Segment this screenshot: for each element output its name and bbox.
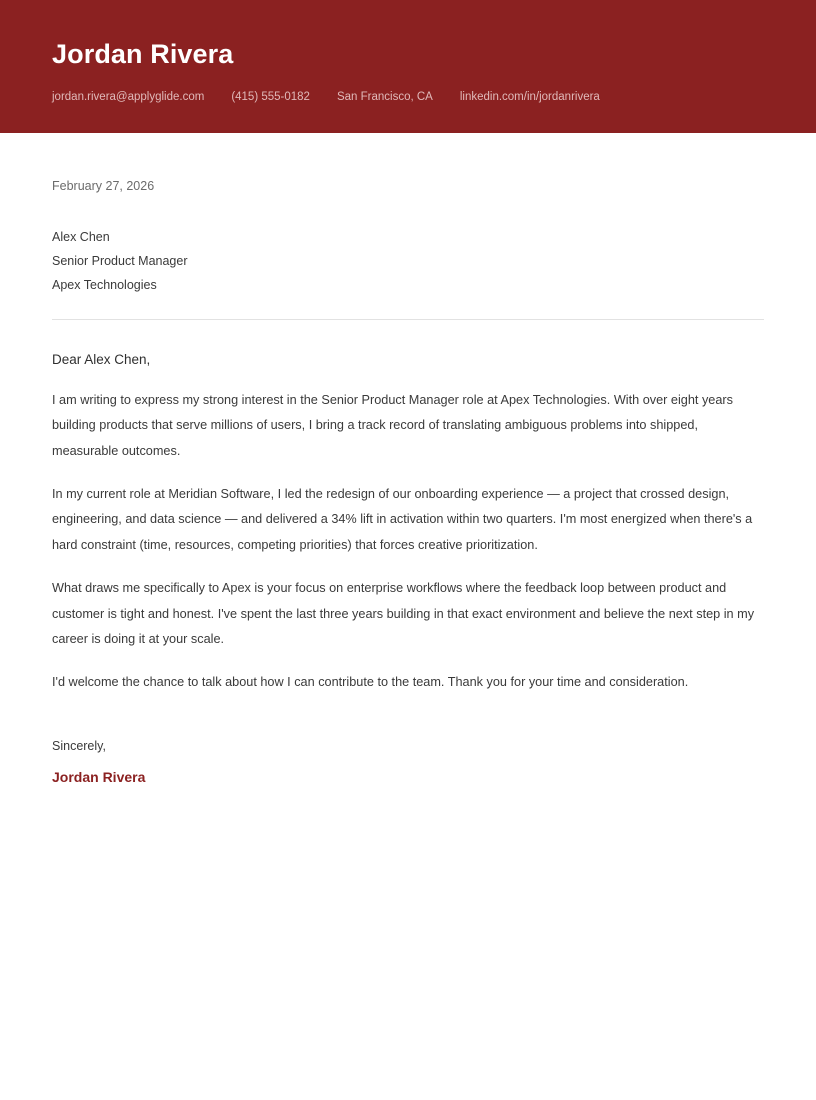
contact-line	[52, 90, 764, 105]
body-paragraph: I'd welcome the chance to talk about how I can contribute to the team. Thank you for your time and consideration.	[52, 675, 689, 690]
recipient-company: Apex Technologies	[52, 277, 157, 292]
contact-email[interactable]: jordan.rivera@applyglide.com	[52, 91, 205, 104]
recipient-name: Alex Chen	[52, 229, 110, 244]
body-paragraph: What draws me specifically to Apex is your focus on enterprise workflows where the feedback loop between product and customer is tight and honest. I've spent the last three years building in that exact environment and believe the next step in my career is doing it at your scale.	[52, 581, 755, 646]
letter-header	[0, 0, 816, 133]
contact-linkedin[interactable]: linkedin.com/in/jordanrivera	[459, 91, 600, 104]
contact-phone[interactable]: (415) 555-0182	[231, 91, 310, 104]
letter-body	[0, 133, 816, 788]
body-paragraph: In my current role at Meridian Software, I led the redesign of our onboarding experience — a project that crossed design, engineering, and data science — and delivered a 34% lift in activation within two quarters. I'm most energized when there's a hard constraint (time, resources, competing priorities) that forces creative prioritization.	[52, 486, 753, 552]
recipient-title: Senior Product Manager	[52, 253, 188, 268]
salutation: Dear Alex Chen,	[52, 351, 151, 367]
letter-date: February 27, 2026	[52, 179, 155, 193]
closing-block	[52, 736, 764, 788]
contact-location: San Francisco, CA	[336, 91, 433, 104]
body-paragraph: I am writing to express my strong interest in the Senior Product Manager role at Apex Technologies. With over eight years building products that serve millions of users, I bring a track record of translating ambiguous problems into shipped, measurable outcomes.	[52, 392, 733, 458]
signature-name: Jordan Rivera	[52, 768, 146, 785]
header-divider	[52, 319, 764, 320]
sender-name: Jordan Rivera	[52, 39, 234, 69]
closing-phrase: Sincerely,	[52, 738, 106, 753]
recipient-block	[52, 225, 764, 297]
